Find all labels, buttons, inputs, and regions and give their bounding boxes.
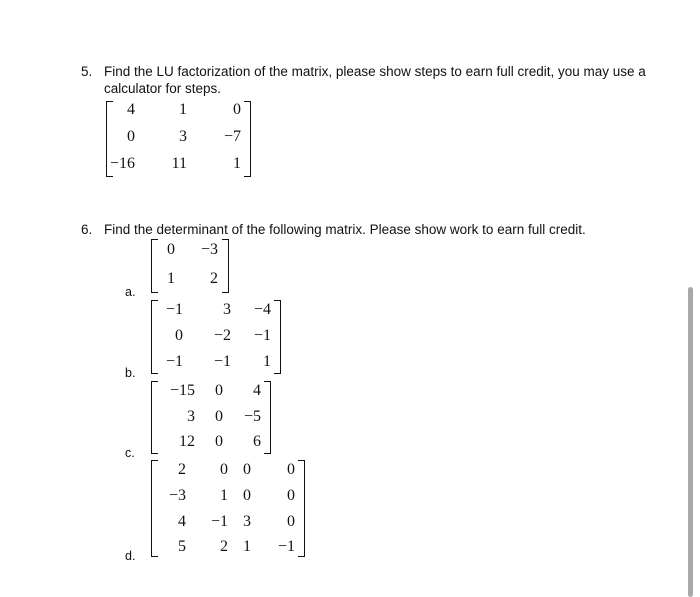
part-a-matrix — [151, 239, 229, 293]
question-6-number: 6. — [81, 222, 93, 237]
vertical-scrollbar[interactable] — [688, 287, 693, 597]
matrix-cell: 3 — [223, 301, 231, 318]
matrix-cell: 3 — [243, 513, 251, 530]
question-6-text: Find the determinant of the following matrix. Please show work to earn full credit. — [104, 222, 586, 237]
matrix-cell: 1 — [179, 101, 187, 118]
matrix-cell: 0 — [233, 101, 241, 118]
matrix-cell: 0 — [167, 241, 175, 258]
matrix-cell: 1 — [220, 487, 228, 504]
part-a-label: a. — [125, 285, 136, 299]
matrix-cell: 2 — [210, 270, 218, 287]
matrix-cell: −16 — [109, 155, 135, 172]
matrix-cell: 0 — [215, 408, 223, 425]
matrix-cell: 4 — [178, 513, 186, 530]
matrix-cell: 0 — [215, 382, 223, 399]
matrix-cell: 0 — [220, 461, 228, 478]
question-5-text: Find the LU factorization of the matrix, please show steps to earn full credit, you may use a calculator for steps. — [104, 64, 646, 96]
matrix-cell: −1 — [165, 353, 183, 370]
matrix-cell: 0 — [243, 487, 251, 504]
matrix-cell: 3 — [179, 128, 187, 145]
matrix-cell: 0 — [287, 513, 295, 530]
matrix-cell: 2 — [178, 461, 186, 478]
matrix-cell: −1 — [165, 301, 183, 318]
question-5-number: 5. — [81, 64, 93, 79]
matrix-cell: 1 — [233, 155, 241, 172]
matrix-cell: −1 — [210, 513, 228, 530]
question-6 — [81, 221, 661, 239]
part-d-matrix — [151, 460, 305, 557]
q5-matrix — [106, 101, 251, 177]
matrix-cell: 6 — [253, 433, 261, 450]
question-5 — [81, 63, 661, 103]
matrix-cell: −15 — [169, 382, 195, 399]
part-d-label: d. — [125, 549, 136, 563]
matrix-cell: 1 — [243, 538, 251, 555]
part-c-matrix — [151, 381, 271, 454]
matrix-cell: 4 — [253, 382, 261, 399]
matrix-cell: 0 — [287, 461, 295, 478]
matrix-cell: −4 — [253, 301, 271, 318]
matrix-cell: −3 — [168, 487, 186, 504]
matrix-cell: 1 — [167, 270, 175, 287]
matrix-cell: 4 — [127, 101, 135, 118]
part-c-label: c. — [125, 446, 135, 460]
matrix-cell: 1 — [263, 353, 271, 370]
matrix-cell: 0 — [175, 327, 183, 344]
matrix-cell: −1 — [277, 538, 295, 555]
matrix-cell: 5 — [178, 538, 186, 555]
matrix-cell: −5 — [243, 408, 261, 425]
matrix-cell: −1 — [213, 353, 231, 370]
matrix-cell: 3 — [187, 408, 195, 425]
part-b-matrix — [151, 300, 281, 374]
matrix-cell: 12 — [179, 433, 195, 450]
matrix-cell: −3 — [200, 241, 218, 258]
matrix-cell: 2 — [220, 538, 228, 555]
part-b-label: b. — [125, 366, 136, 380]
matrix-cell: −7 — [223, 128, 241, 145]
matrix-cell: −2 — [213, 327, 231, 344]
matrix-cell: 11 — [171, 155, 187, 172]
matrix-cell: −1 — [253, 327, 271, 344]
matrix-cell: 0 — [243, 461, 251, 478]
matrix-cell: 0 — [287, 487, 295, 504]
matrix-cell: 0 — [215, 433, 223, 450]
matrix-cell: 0 — [127, 128, 135, 145]
